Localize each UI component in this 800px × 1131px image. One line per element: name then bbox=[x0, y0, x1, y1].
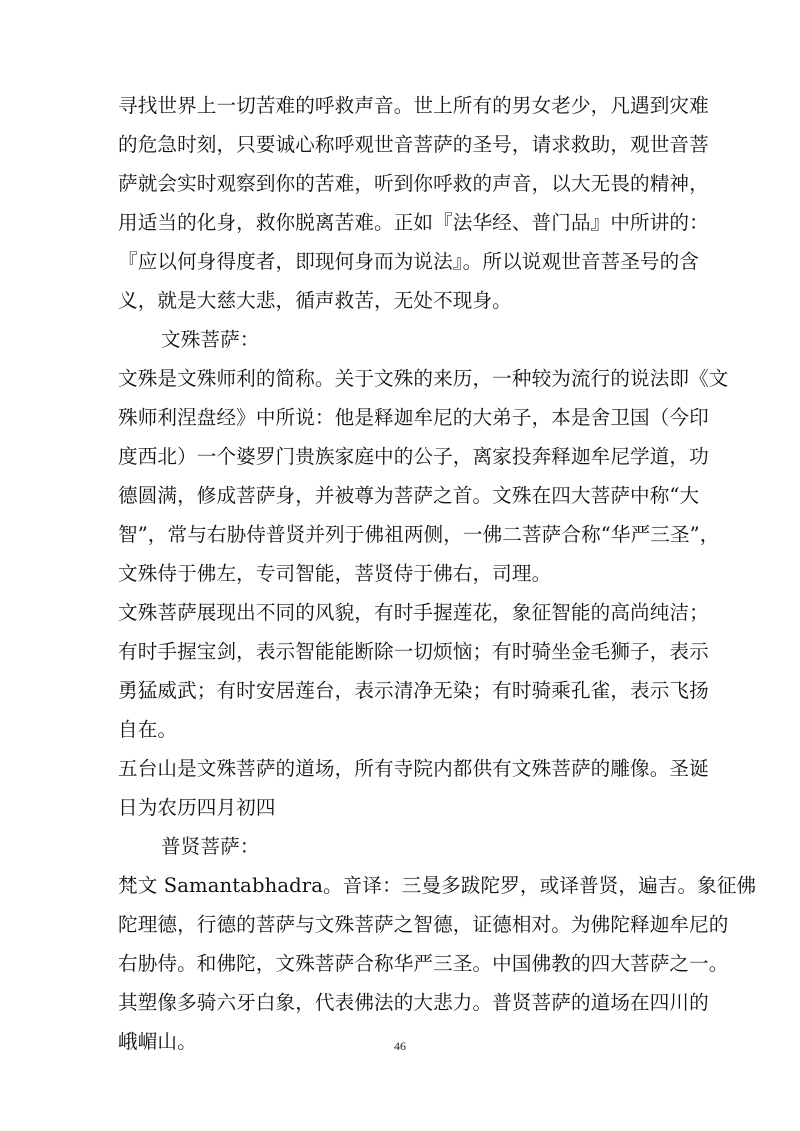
text-line: 的危急时刻，只要诚心称呼观世音菩萨的圣号，请求救助，观世音菩 bbox=[118, 133, 709, 156]
text-line: 峨嵋山。 bbox=[118, 1030, 197, 1053]
text-line: 其塑像多骑六牙白象，代表佛法的大悲力。普贤菩萨的道场在四川的 bbox=[118, 991, 709, 1014]
text-line: 五台山是文殊菩萨的道场，所有寺院内都供有文殊菩萨的雕像。圣诞 bbox=[118, 757, 709, 780]
text-line: 日为农历四月初四 bbox=[118, 796, 276, 819]
text-line: 梵文 Samantabhadra。音译：三曼多跋陀罗，或译普贤，遍吉。象征佛 bbox=[118, 874, 757, 897]
page-number: 46 bbox=[394, 1039, 406, 1053]
text-line: 自在。 bbox=[118, 718, 178, 741]
section-heading-manjushri: 文殊菩萨： bbox=[161, 328, 260, 351]
text-line: 勇猛威武；有时安居莲台，表示清净无染；有时骑乘孔雀，表示飞扬 bbox=[118, 679, 709, 702]
text-line: 陀理德，行德的菩萨与文殊菩萨之智德，证德相对。为佛陀释迦牟尼的 bbox=[118, 913, 729, 936]
text-line: 德圆满，修成菩萨身，并被尊为菩萨之首。文殊在四大菩萨中称“大 bbox=[118, 484, 700, 507]
text-line: 萨就会实时观察到你的苦难，听到你呼救的声音，以大无畏的精神， bbox=[118, 172, 709, 195]
text-line: 寻找世界上一切苦难的呼救声音。世上所有的男女老少，凡遇到灾难 bbox=[118, 94, 709, 117]
text-line: 度西北）一个婆罗门贵族家庭中的公子，离家投奔释迦牟尼学道，功 bbox=[118, 445, 709, 468]
text-line: 义，就是大慈大悲，循声救苦，无处不现身。 bbox=[118, 289, 512, 312]
text-line: 文殊是文殊师利的简称。关于文殊的来历，一种较为流行的说法即《文 bbox=[118, 367, 729, 390]
page-body bbox=[118, 86, 757, 1061]
section-heading-samantabhadra: 普贤菩萨： bbox=[161, 835, 260, 858]
text-line: 右胁侍。和佛陀，文殊菩萨合称华严三圣。中国佛教的四大菩萨之一。 bbox=[118, 952, 729, 975]
text-line: 文殊侍于佛左，专司智能，菩贤侍于佛右，司理。 bbox=[118, 562, 552, 585]
text-line: 『应以何身得度者，即现何身而为说法』。所以说观世音菩圣号的含 bbox=[118, 250, 700, 273]
text-line: 文殊菩萨展现出不同的风貌，有时手握莲花，象征智能的高尚纯洁； bbox=[118, 601, 709, 624]
text-line: 殊师利涅盘经》中所说：他是释迦牟尼的大弟子，本是舍卫国（今印 bbox=[118, 406, 709, 429]
text-line: 用适当的化身，救你脱离苦难。正如『法华经、普门品』中所讲的： bbox=[118, 211, 709, 234]
text-line: 智”，常与右胁侍普贤并列于佛祖两侧，一佛二菩萨合称“华严三圣”， bbox=[118, 523, 720, 546]
text-line: 有时手握宝剑，表示智能能断除一切烦恼；有时骑坐金毛狮子，表示 bbox=[118, 640, 709, 663]
